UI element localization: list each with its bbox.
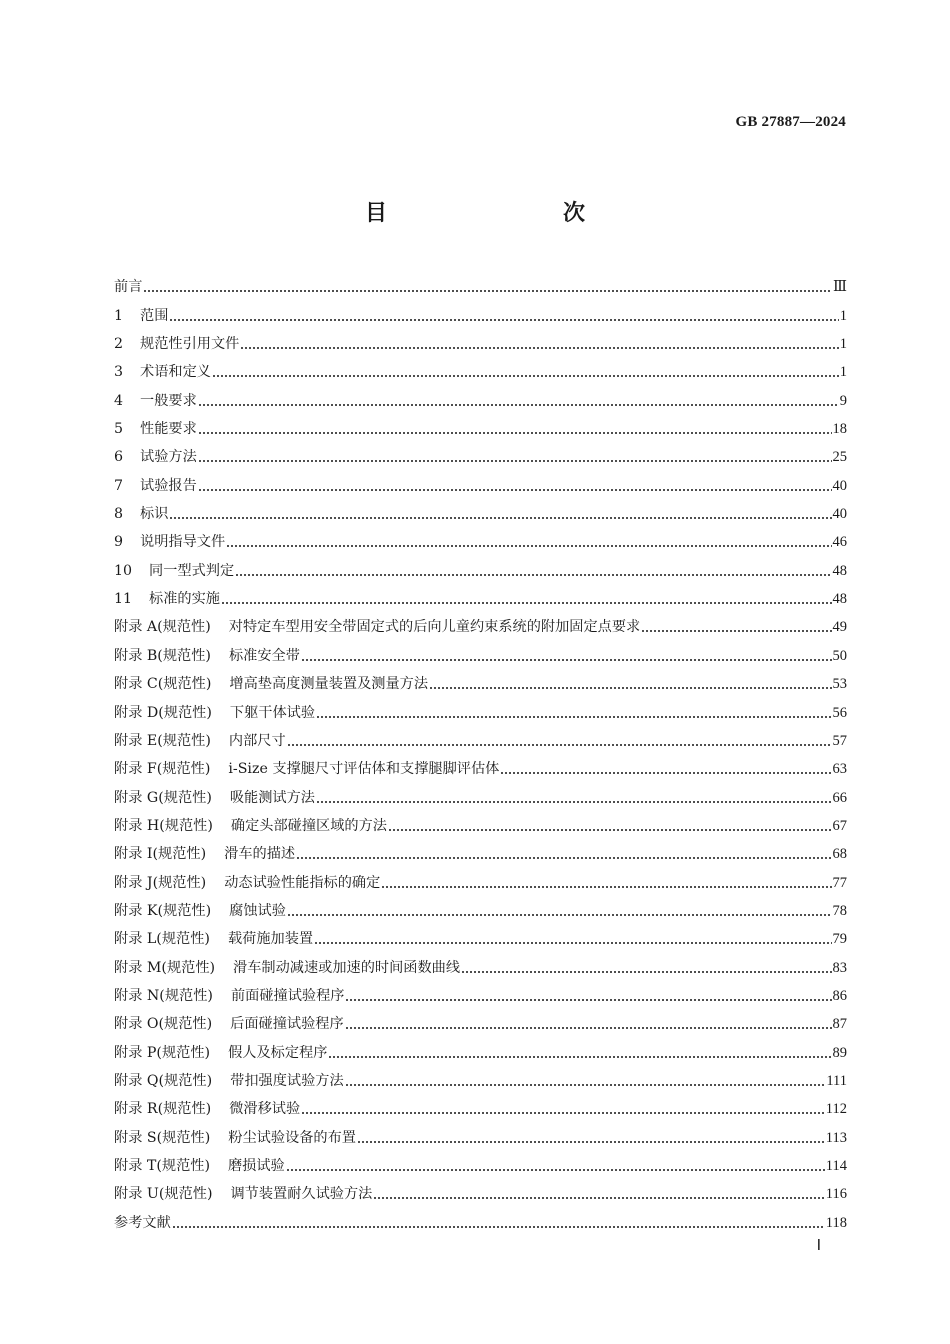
toc-page-number: 113 bbox=[825, 1129, 847, 1146]
toc-entry-title: 同一型式判定 bbox=[149, 562, 235, 579]
toc-entry[interactable] bbox=[114, 1091, 847, 1119]
toc-page-number: 1 bbox=[839, 364, 847, 381]
toc-entry-label-group bbox=[114, 447, 197, 467]
toc-entry[interactable] bbox=[114, 1176, 847, 1204]
toc-page-number: 89 bbox=[832, 1044, 847, 1061]
toc-page-number: 83 bbox=[832, 959, 847, 976]
toc-entry-label-group bbox=[114, 504, 168, 524]
toc-entry-label-group bbox=[114, 731, 286, 751]
toc-entry-title: 前面碰撞试验程序 bbox=[230, 987, 345, 1004]
toc-entry[interactable] bbox=[114, 382, 847, 410]
toc-section-number: 3 bbox=[114, 364, 124, 381]
toc-page-number: 77 bbox=[832, 874, 847, 891]
toc-annex-number: 附录 B(规范性) bbox=[114, 647, 211, 664]
toc-entry-title: 参考文献 bbox=[114, 1214, 171, 1231]
toc-entry-title: 标准的实施 bbox=[149, 591, 220, 608]
dot-leader bbox=[301, 1112, 825, 1114]
toc-annex-number: 附录 K(规范性) bbox=[114, 902, 212, 919]
dot-leader bbox=[212, 375, 839, 377]
toc-entry-label-group bbox=[114, 873, 380, 893]
dot-leader bbox=[287, 744, 832, 746]
toc-annex-number: 附录 I(规范性) bbox=[114, 846, 207, 863]
toc-page-number: 1 bbox=[839, 336, 847, 353]
toc-page-number: 48 bbox=[832, 562, 847, 579]
toc-page-number: 46 bbox=[832, 534, 847, 551]
dot-leader bbox=[301, 659, 832, 661]
toc-entry[interactable] bbox=[114, 1204, 847, 1232]
toc-entry-label-group bbox=[114, 929, 313, 949]
toc-entry[interactable] bbox=[114, 893, 847, 921]
dot-leader bbox=[296, 857, 831, 859]
toc-entry-label-group bbox=[114, 674, 428, 694]
toc-entry-label-group bbox=[114, 986, 344, 1006]
toc-entry-label-group bbox=[114, 1099, 300, 1119]
toc-entry-title: 粉尘试验设备的布置 bbox=[228, 1129, 356, 1146]
toc-entry[interactable] bbox=[114, 552, 847, 580]
page-title: 目 次 bbox=[364, 201, 629, 226]
toc-page-number: 79 bbox=[832, 931, 847, 948]
toc-section-number: 6 bbox=[114, 449, 124, 466]
toc-entry-title: 微滑移试验 bbox=[229, 1101, 301, 1118]
toc-entry-title: 规范性引用文件 bbox=[140, 336, 240, 353]
toc-entry-label-group bbox=[114, 1071, 344, 1091]
toc-entry-label-group bbox=[114, 759, 499, 779]
toc-section-number: 11 bbox=[114, 591, 133, 608]
toc-page-number: 50 bbox=[832, 647, 847, 664]
toc-entry-title: 范围 bbox=[140, 307, 169, 324]
toc-page-number: 116 bbox=[825, 1186, 847, 1203]
toc-page-number: 40 bbox=[832, 506, 847, 523]
dot-leader bbox=[169, 319, 838, 321]
toc-entry-label-group bbox=[114, 589, 220, 609]
toc-page-number: 9 bbox=[839, 392, 847, 409]
dot-leader bbox=[172, 1226, 825, 1228]
dot-leader bbox=[461, 971, 831, 973]
toc-page-number: Ⅲ bbox=[833, 279, 847, 296]
dot-leader bbox=[198, 489, 832, 491]
toc-entry-title: 滑车制动减速或加速的时间函数曲线 bbox=[233, 959, 461, 976]
toc-annex-number: 附录 Q(规范性) bbox=[114, 1072, 213, 1089]
toc-entry[interactable] bbox=[114, 496, 847, 524]
toc-entry-title: 后面碰撞试验程序 bbox=[230, 1016, 344, 1033]
toc-entry[interactable] bbox=[114, 439, 847, 467]
toc-section-number: 5 bbox=[114, 421, 124, 438]
toc-page-number: 114 bbox=[825, 1158, 847, 1174]
dot-leader bbox=[388, 829, 832, 831]
toc-entry-label-group bbox=[114, 703, 315, 723]
toc-entry[interactable] bbox=[114, 467, 847, 495]
toc-entry[interactable] bbox=[114, 609, 847, 637]
toc-entry[interactable] bbox=[114, 326, 847, 354]
dot-leader bbox=[235, 574, 831, 576]
toc-annex-number: 附录 D(规范性) bbox=[114, 704, 212, 721]
toc-annex-number: 附录 P(规范性) bbox=[114, 1044, 211, 1061]
toc-page-number: 63 bbox=[832, 761, 847, 778]
dot-leader bbox=[286, 1169, 825, 1171]
toc-entry-label-group bbox=[114, 419, 197, 439]
dot-leader bbox=[316, 716, 831, 718]
toc-annex-number: 附录 E(规范性) bbox=[114, 732, 211, 749]
toc-entry-label-group bbox=[114, 334, 239, 354]
toc-entry-title: 对特定车型用安全带固定式的后向儿童约束系统的附加固定点要求 bbox=[228, 619, 641, 636]
toc-entry-label-group bbox=[114, 646, 300, 666]
dot-leader bbox=[381, 886, 831, 888]
toc-section-number: 1 bbox=[114, 307, 124, 324]
standard-code: GB 27887—2024 bbox=[735, 114, 846, 130]
toc-entry[interactable] bbox=[114, 1148, 847, 1176]
toc-page-number: 49 bbox=[832, 619, 847, 636]
toc-entry-title: 性能要求 bbox=[140, 421, 197, 438]
toc-entry[interactable] bbox=[114, 949, 847, 977]
toc-entry-label-group bbox=[114, 1213, 171, 1233]
toc-entry-title: 吸能测试方法 bbox=[229, 789, 315, 806]
toc-entry[interactable] bbox=[114, 666, 847, 694]
toc-entry[interactable] bbox=[114, 723, 847, 751]
toc-annex-number: 附录 N(规范性) bbox=[114, 987, 213, 1004]
toc-page-number: 48 bbox=[832, 591, 847, 608]
toc-page-number: 66 bbox=[832, 789, 847, 806]
toc-page-number: 86 bbox=[832, 987, 847, 1004]
toc-entry-label-group bbox=[114, 277, 142, 297]
toc-entry-label-group bbox=[114, 788, 315, 808]
toc-entry-title: i-Size 支撑腿尺寸评估体和支撑腿脚评估体 bbox=[228, 761, 500, 778]
dot-leader bbox=[345, 1027, 832, 1029]
toc-entry[interactable] bbox=[114, 297, 847, 325]
toc-entry-title: 增高垫高度测量装置及测量方法 bbox=[229, 676, 429, 693]
toc-entry-title: 带扣强度试验方法 bbox=[230, 1072, 344, 1089]
toc-entry-title: 一般要求 bbox=[140, 392, 197, 409]
toc-page-number: 112 bbox=[825, 1101, 847, 1118]
toc-page-number: 25 bbox=[832, 449, 847, 466]
toc-entry-title: 假人及标定程序 bbox=[228, 1044, 328, 1061]
toc-entry[interactable] bbox=[114, 921, 847, 949]
toc-entry-label-group bbox=[114, 844, 295, 864]
dot-leader bbox=[328, 1056, 831, 1058]
toc-entry[interactable] bbox=[114, 978, 847, 1006]
toc-entry-label-group bbox=[114, 1156, 285, 1176]
toc-page-number: 56 bbox=[832, 704, 847, 721]
toc-page-number: 67 bbox=[832, 817, 847, 834]
toc-annex-number: 附录 C(规范性) bbox=[114, 676, 212, 693]
dot-leader bbox=[373, 1197, 824, 1199]
toc-annex-number: 附录 O(规范性) bbox=[114, 1016, 213, 1033]
dot-leader bbox=[221, 602, 832, 604]
toc-entry[interactable] bbox=[114, 411, 847, 439]
toc-entry-title: 试验报告 bbox=[140, 477, 197, 494]
toc-annex-number: 附录 S(规范性) bbox=[114, 1129, 211, 1146]
toc-entry-title: 下躯干体试验 bbox=[229, 704, 316, 721]
toc-page-number: 118 bbox=[825, 1214, 847, 1231]
toc-entry[interactable] bbox=[114, 354, 847, 382]
toc-entry[interactable] bbox=[114, 1034, 847, 1062]
toc-entry-title: 内部尺寸 bbox=[228, 732, 286, 749]
toc-page-number: 111 bbox=[826, 1072, 847, 1089]
toc-section-number: 9 bbox=[114, 534, 124, 551]
table-of-contents bbox=[114, 269, 847, 1233]
toc-page-number: 57 bbox=[832, 732, 847, 749]
toc-annex-number: 附录 F(规范性) bbox=[114, 761, 211, 778]
toc-entry[interactable] bbox=[114, 1119, 847, 1147]
toc-annex-number: 附录 A(规范性) bbox=[114, 619, 211, 636]
toc-entry-label-group bbox=[114, 1043, 327, 1063]
toc-section-number: 8 bbox=[114, 506, 124, 523]
toc-entry-label-group bbox=[114, 958, 460, 978]
dot-leader bbox=[314, 942, 831, 944]
toc-annex-number: 附录 L(规范性) bbox=[114, 931, 210, 948]
dot-leader bbox=[198, 460, 832, 462]
toc-section-number: 2 bbox=[114, 336, 124, 353]
toc-entry-title: 术语和定义 bbox=[140, 364, 211, 381]
toc-annex-number: 附录 M(规范性) bbox=[114, 959, 216, 976]
dot-leader bbox=[169, 517, 831, 519]
toc-entry[interactable] bbox=[114, 694, 847, 722]
toc-entry[interactable] bbox=[114, 751, 847, 779]
dot-leader bbox=[287, 914, 832, 916]
toc-page-number: 68 bbox=[832, 846, 847, 863]
toc-entry-title: 腐蚀试验 bbox=[229, 902, 286, 919]
toc-entry-label-group bbox=[114, 617, 640, 637]
toc-annex-number: 附录 H(规范性) bbox=[114, 817, 213, 834]
dot-leader bbox=[429, 687, 831, 689]
toc-entry-label-group bbox=[114, 532, 225, 552]
toc-entry[interactable] bbox=[114, 581, 847, 609]
toc-entry-label-group bbox=[114, 816, 387, 836]
toc-entry[interactable] bbox=[114, 836, 847, 864]
toc-section-number: 4 bbox=[114, 392, 124, 409]
toc-annex-number: 附录 T(规范性) bbox=[114, 1158, 210, 1174]
toc-entry[interactable] bbox=[114, 269, 847, 297]
toc-entry[interactable] bbox=[114, 864, 847, 892]
toc-annex-number: 附录 U(规范性) bbox=[114, 1186, 213, 1203]
toc-entry-label-group bbox=[114, 1184, 372, 1204]
toc-entry-label-group bbox=[114, 901, 286, 921]
page-number: Ⅰ bbox=[816, 1238, 821, 1254]
dot-leader bbox=[500, 772, 831, 774]
toc-page-number: 78 bbox=[832, 902, 847, 919]
toc-entry-title: 确定头部碰撞区域的方法 bbox=[230, 817, 387, 834]
toc-entry-title: 标准安全带 bbox=[228, 647, 300, 664]
toc-entry[interactable] bbox=[114, 808, 847, 836]
toc-entry-label-group bbox=[114, 1014, 344, 1034]
toc-entry-title: 动态试验性能指标的确定 bbox=[224, 874, 381, 891]
dot-leader bbox=[226, 545, 831, 547]
toc-entry[interactable] bbox=[114, 779, 847, 807]
dot-leader bbox=[198, 404, 839, 406]
dot-leader bbox=[240, 347, 838, 349]
toc-entry-label-group bbox=[114, 306, 168, 326]
toc-entry[interactable] bbox=[114, 637, 847, 665]
toc-section-number: 7 bbox=[114, 477, 124, 494]
toc-entry-label-group bbox=[114, 391, 197, 411]
toc-entry-title: 标识 bbox=[140, 506, 169, 523]
toc-entry-title: 说明指导文件 bbox=[140, 534, 226, 551]
toc-entry-title: 前言 bbox=[114, 279, 143, 296]
toc-entry-label-group bbox=[114, 561, 234, 581]
toc-entry-label-group bbox=[114, 476, 197, 496]
dot-leader bbox=[357, 1141, 825, 1143]
toc-entry-title: 试验方法 bbox=[140, 449, 197, 466]
dot-leader bbox=[143, 290, 832, 292]
toc-entry-title: 调节装置耐久试验方法 bbox=[230, 1186, 373, 1203]
dot-leader bbox=[345, 999, 831, 1001]
toc-entry-label-group bbox=[114, 362, 211, 382]
dot-leader bbox=[316, 801, 832, 803]
toc-page-number: 1 bbox=[839, 307, 847, 324]
toc-entry[interactable] bbox=[114, 524, 847, 552]
toc-annex-number: 附录 G(规范性) bbox=[114, 789, 212, 806]
toc-page-number: 40 bbox=[832, 477, 847, 494]
toc-entry-label-group bbox=[114, 1128, 356, 1148]
toc-page-number: 87 bbox=[832, 1016, 847, 1033]
toc-annex-number: 附录 J(规范性) bbox=[114, 874, 207, 891]
toc-entry-title: 载荷施加装置 bbox=[227, 931, 314, 948]
toc-page-number: 53 bbox=[832, 676, 847, 693]
toc-entry[interactable] bbox=[114, 1063, 847, 1091]
toc-section-number: 10 bbox=[114, 562, 133, 579]
dot-leader bbox=[198, 432, 832, 434]
toc-entry-title: 滑车的描述 bbox=[224, 846, 296, 863]
toc-page-number: 18 bbox=[832, 421, 847, 438]
toc-annex-number: 附录 R(规范性) bbox=[114, 1101, 212, 1118]
toc-entry[interactable] bbox=[114, 1006, 847, 1034]
dot-leader bbox=[641, 630, 831, 632]
toc-entry-title: 磨损试验 bbox=[227, 1158, 285, 1174]
dot-leader bbox=[345, 1084, 826, 1086]
